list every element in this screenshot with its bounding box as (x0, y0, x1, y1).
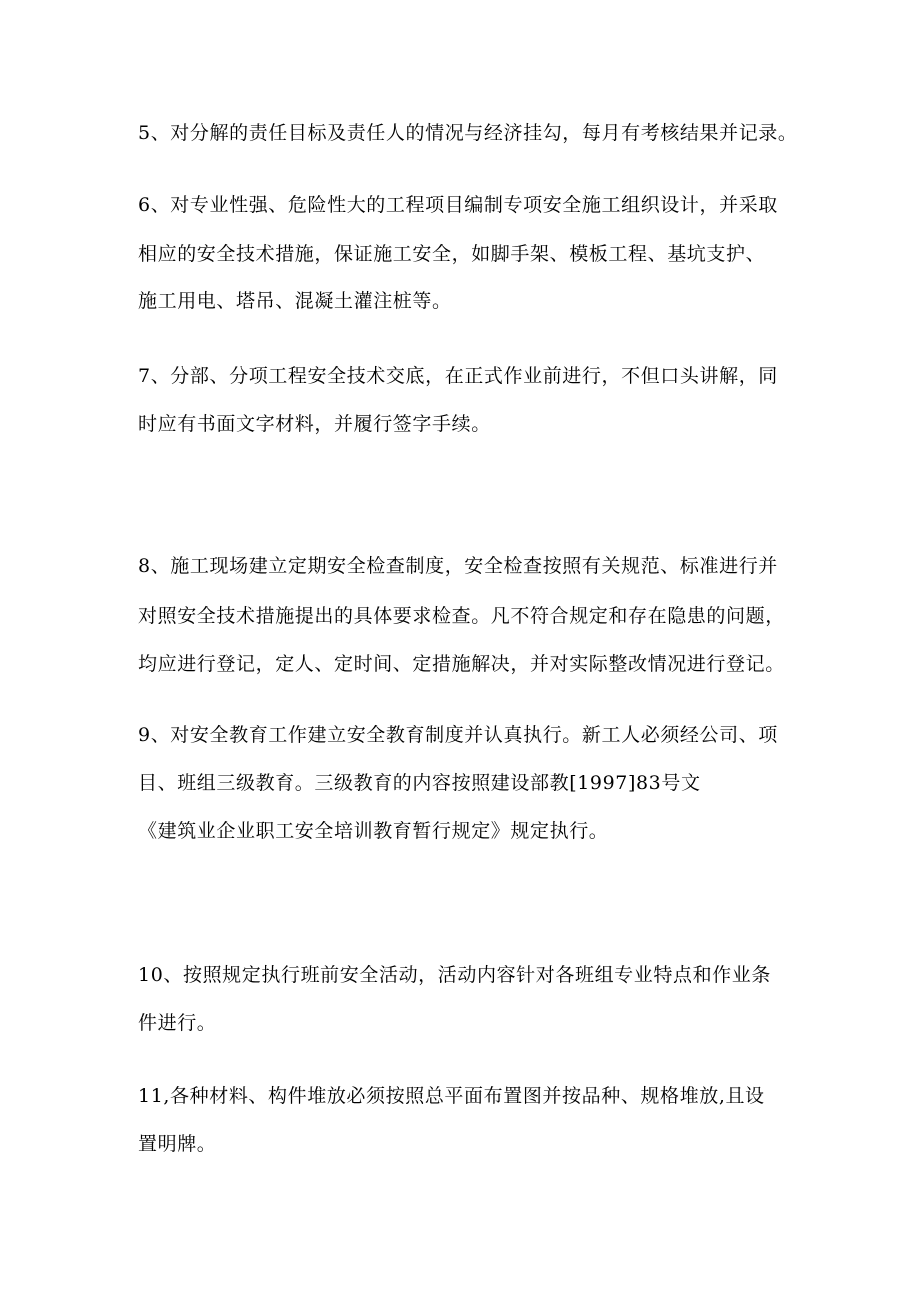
item-11-line-2: 置明牌。 (138, 1133, 217, 1155)
item-6-line-2: 相应的安全技术措施，保证施工安全，如脚手架、模板工程、基坑支护、 (138, 243, 766, 265)
item-7-line-1: 7、分部、分项工程安全技术交底，在正式作业前进行，不但口头讲解，同 (138, 365, 778, 387)
item-6-line-1: 6、对专业性强、危险性大的工程项目编制专项安全施工组织设计，并采取 (138, 194, 778, 216)
item-9-line-2: 目、班组三级教育。三级教育的内容按照建设部教[1997]83号文 (138, 772, 701, 794)
item-7-line-2: 时应有书面文字材料，并履行签字手续。 (138, 413, 491, 435)
item-10-line-1: 10、按照规定执行班前安全活动，活动内容针对各班组专业特点和作业条 (138, 964, 771, 986)
item-8-line-1: 8、施工现场建立定期安全检查制度，安全检查按照有关规范、标准进行并 (138, 555, 778, 577)
item-6-line-3: 施工用电、塔吊、混凝土灌注桩等。 (138, 290, 452, 312)
item-5-line-1: 5、对分解的责任目标及责任人的情况与经济挂勾，每月有考核结果并记录。 (138, 122, 798, 144)
item-9-line-3: 《建筑业企业职工安全培训教育暂行规定》规定执行。 (138, 820, 609, 842)
item-8-line-3: 均应进行登记，定人、定时间、定措施解决，并对实际整改情况进行登记。 (138, 653, 785, 675)
item-11-line-1: 11,各种材料、构件堆放必须按照总平面布置图并按品种、规格堆放,且设 (138, 1085, 765, 1107)
item-9-line-1: 9、对安全教育工作建立安全教育制度并认真执行。新工人必须经公司、项 (138, 724, 778, 746)
item-8-line-2: 对照安全技术措施提出的具体要求检查。凡不符合规定和存在隐患的问题， (138, 605, 785, 627)
item-10-line-2: 件进行。 (138, 1012, 217, 1034)
